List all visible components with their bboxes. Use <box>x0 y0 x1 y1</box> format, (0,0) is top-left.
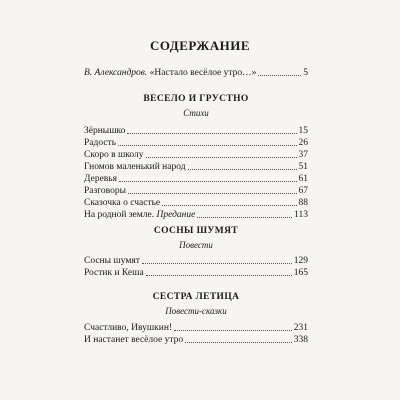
entry-title-suffix: Предание <box>156 210 196 220</box>
dot-leader <box>185 342 292 343</box>
dot-leader <box>197 217 292 218</box>
entry-page: 51 <box>298 162 308 172</box>
toc-entry[interactable] <box>84 149 308 161</box>
toc-entry[interactable] <box>84 322 308 334</box>
entry-page: 129 <box>293 256 308 266</box>
dot-leader <box>142 263 292 264</box>
dot-leader <box>174 330 292 331</box>
entry-title: Сказочка о счастье <box>84 198 161 208</box>
entry-page: 37 <box>298 150 308 160</box>
entry-title: Сосны шумят <box>84 256 140 266</box>
entry-page: 88 <box>298 198 308 208</box>
toc-intro-entry[interactable] <box>84 67 308 79</box>
entry-title: Деревья <box>84 174 117 184</box>
intro-author: В. Александров. <box>84 68 148 78</box>
dot-leader <box>118 145 296 146</box>
toc-entry[interactable] <box>84 185 308 197</box>
intro-title-group <box>84 67 256 79</box>
entry-page: 165 <box>293 268 308 278</box>
intro-page: 5 <box>303 68 308 78</box>
entry-title: Зёрнышко <box>84 126 126 136</box>
entry-page: 15 <box>298 126 308 136</box>
entry-page: 338 <box>293 335 308 345</box>
dot-leader <box>162 205 296 206</box>
entry-title: И настанет весёлое утро <box>84 335 184 345</box>
toc-entry[interactable] <box>84 197 308 209</box>
dot-leader <box>119 181 297 182</box>
entry-title: Скоро в школу <box>84 150 144 160</box>
entry-page: 26 <box>298 138 308 148</box>
toc-entry[interactable] <box>84 255 308 267</box>
dot-leader <box>146 157 297 158</box>
intro-title: «Настало весёлое утро…» <box>149 68 257 78</box>
section-title-sestra: СЕСТРА ЛЕТИЦА <box>152 292 240 302</box>
section-subtitle-sosny: Повести <box>179 240 213 250</box>
section-subtitle-sestra: Повести-сказки <box>165 306 227 316</box>
entry-title-group <box>84 209 195 221</box>
section-title-sosny: СОСНЫ ШУМЯТ <box>153 226 239 236</box>
dot-leader <box>188 169 297 170</box>
toc-entry[interactable] <box>84 161 308 173</box>
entry-title: Разговоры <box>84 186 126 196</box>
entry-page: 231 <box>293 323 308 333</box>
dot-leader <box>127 133 296 134</box>
toc-entry[interactable] <box>84 267 308 279</box>
dot-leader <box>128 193 297 194</box>
dot-leader <box>258 75 301 76</box>
dot-leader <box>146 275 292 276</box>
entry-title: На родной земле. <box>84 210 155 220</box>
entry-title: Радость <box>84 138 117 148</box>
toc-entry[interactable] <box>84 173 308 185</box>
toc-entry[interactable] <box>84 209 308 221</box>
entry-title: Ростик и Кеша <box>84 268 144 278</box>
section-subtitle-vesel: Стихи <box>183 108 209 118</box>
toc-heading: СОДЕРЖАНИЕ <box>149 38 251 53</box>
entry-page: 61 <box>298 174 308 184</box>
entry-page: 67 <box>298 186 308 196</box>
entry-title: Счастливо, Ивушкин! <box>84 323 173 333</box>
entry-page: 113 <box>294 210 308 220</box>
toc-entry[interactable] <box>84 334 308 346</box>
toc-entry[interactable] <box>84 137 308 149</box>
toc-entry[interactable] <box>84 125 308 137</box>
section-title-vesel: ВЕСЕЛО И ГРУСТНО <box>143 94 249 104</box>
entry-title: Гномов маленький народ <box>84 162 186 172</box>
